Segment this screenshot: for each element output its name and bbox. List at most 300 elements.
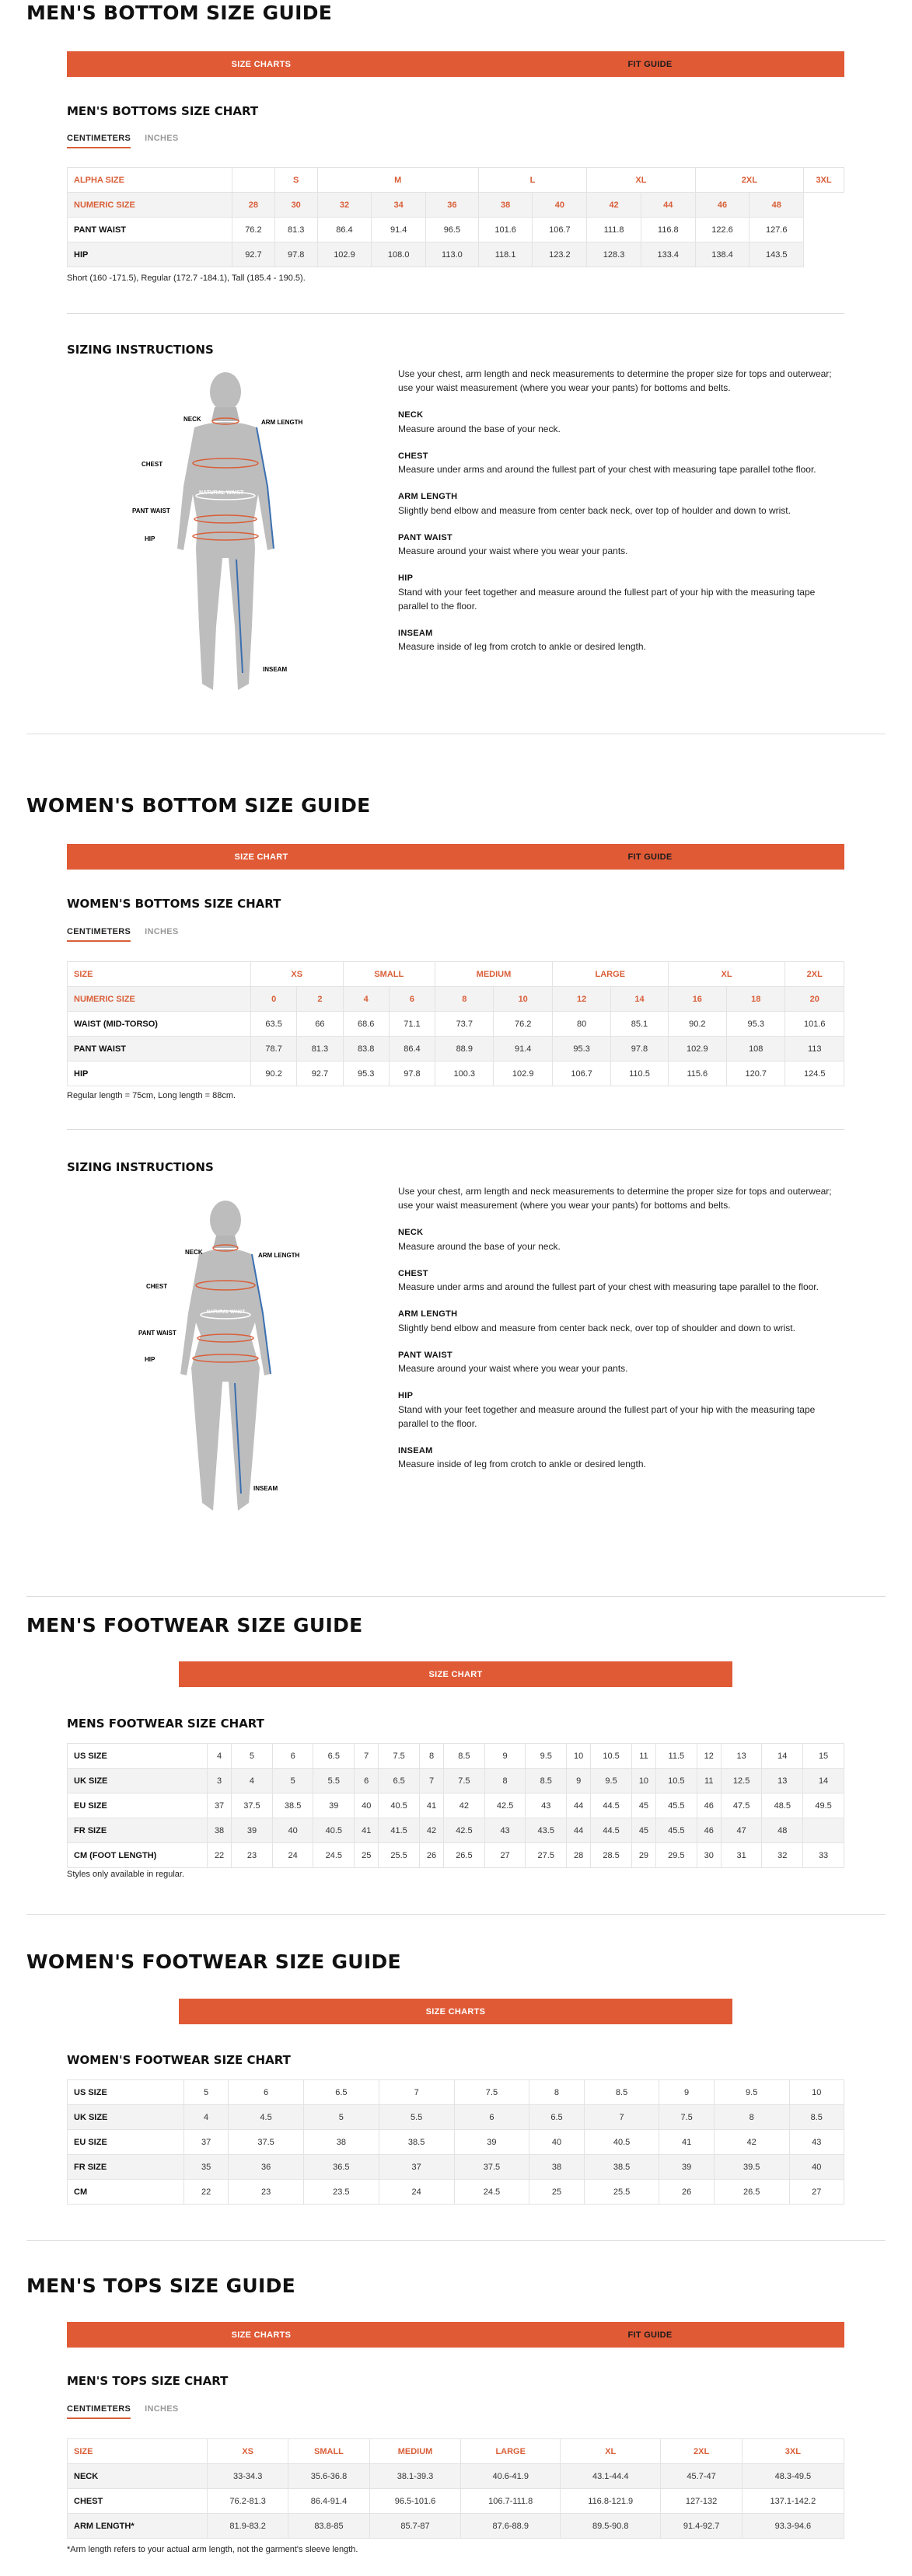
size-col: 3XL — [742, 2439, 844, 2464]
cell: 46 — [697, 1818, 721, 1843]
cell: 7 — [355, 1744, 379, 1769]
numeric-size: 18 — [727, 987, 785, 1012]
numeric-size: 42 — [587, 193, 641, 218]
instr-title: CHEST — [398, 451, 428, 461]
cell: 33-34.3 — [208, 2464, 288, 2489]
womens-footwear-tabbar — [179, 1999, 732, 2024]
cell: 8 — [714, 2105, 789, 2130]
cell: 8 — [529, 2080, 584, 2105]
instr-title: PANT WAIST — [398, 532, 453, 542]
numeric-size-label: NUMERIC SIZE — [68, 987, 251, 1012]
instr-desc: Measure around your waist where you wear your pants. — [398, 1363, 628, 1374]
womens-bottoms-chart-title: WOMEN'S BOTTOMS SIZE CHART — [67, 897, 281, 911]
instr-desc: Slightly bend elbow and measure from center back neck, over top of shoulder and down to wrist. — [398, 1322, 795, 1333]
cell: 10 — [631, 1769, 655, 1793]
cell: 120.7 — [727, 1061, 785, 1086]
numeric-size: 36 — [426, 193, 479, 218]
mens-bottom-note: Short (160 -171.5), Regular (172.7 -184.1), Tall (185.4 - 190.5). — [67, 274, 306, 283]
cell: 127-132 — [661, 2489, 742, 2514]
cell: 26 — [419, 1843, 443, 1868]
cell: 41 — [355, 1818, 379, 1843]
cell: 25 — [529, 2180, 584, 2205]
size-col: LARGE — [461, 2439, 561, 2464]
cell: 41 — [659, 2130, 714, 2155]
tab-fit-guide[interactable]: FIT GUIDE — [456, 844, 844, 870]
cell: 10.5 — [656, 1769, 697, 1793]
cell: 37 — [208, 1793, 232, 1818]
cell: 91.4 — [372, 218, 426, 242]
cell: 91.4-92.7 — [661, 2514, 742, 2539]
cell: 38 — [303, 2130, 379, 2155]
cell: 11 — [697, 1769, 721, 1793]
cell: 22 — [184, 2180, 229, 2205]
label-neck: NECK — [183, 416, 201, 423]
cell: 81.9-83.2 — [208, 2514, 288, 2539]
cell: 4 — [184, 2105, 229, 2130]
size-label: SIZE — [68, 2439, 208, 2464]
cell: 43 — [484, 1818, 526, 1843]
mens-bottom-title: MEN'S BOTTOM SIZE GUIDE — [26, 2, 333, 24]
cell: 106.7-111.8 — [461, 2489, 561, 2514]
instr-desc: Measure under arms and around the fullest part of your chest with measuring tape parallel tothe floor. — [398, 464, 816, 475]
label-natural-waist: NATURAL WAIST — [199, 490, 244, 496]
cell: 9.5 — [591, 1769, 632, 1793]
tab-inches[interactable]: INCHES — [145, 927, 179, 936]
numeric-size: 48 — [750, 193, 804, 218]
cell: 3 — [208, 1769, 232, 1793]
label-arm-length: ARM LENGTH — [261, 419, 303, 426]
tab-inches[interactable]: INCHES — [145, 2404, 179, 2414]
row-label: EU SIZE — [68, 1793, 208, 1818]
cell: 45.5 — [656, 1818, 697, 1843]
cell: 76.2 — [232, 218, 275, 242]
size-col: XS — [251, 962, 344, 987]
cell: 106.7 — [533, 218, 587, 242]
tab-centimeters[interactable]: CENTIMETERS — [67, 2404, 131, 2419]
unit-tabs — [67, 134, 179, 148]
numeric-size: 20 — [785, 987, 844, 1012]
cell: 38 — [208, 1818, 232, 1843]
instructions-intro: Use your chest, arm length and neck measurements to determine the proper size for tops and outerwear; use your waist measurement (where you wear your pants) for bottoms and belts. — [398, 1186, 832, 1211]
instr-title: PANT WAIST — [398, 1350, 453, 1360]
tab-centimeters[interactable]: CENTIMETERS — [67, 927, 131, 942]
womens-footwear-chart-title: WOMEN'S FOOTWEAR SIZE CHART — [67, 2053, 291, 2067]
cell: 23 — [232, 1843, 273, 1868]
cell: 73.7 — [435, 1012, 494, 1037]
cell: 44.5 — [591, 1793, 632, 1818]
cell: 80 — [552, 1012, 610, 1037]
mens-bottom-tabbar — [67, 51, 844, 77]
cell: 27 — [789, 2180, 844, 2205]
figure-head — [210, 372, 241, 411]
cell: 26.5 — [444, 1843, 485, 1868]
size-col: M — [317, 168, 478, 193]
size-col: LARGE — [552, 962, 668, 987]
cell — [803, 1818, 844, 1843]
row-label: PANT WAIST — [68, 218, 232, 242]
cell: 138.4 — [695, 242, 750, 267]
cell: 38.5 — [379, 2130, 454, 2155]
cell: 13 — [762, 1769, 803, 1793]
cell: 15 — [803, 1744, 844, 1769]
cell: 91.4 — [494, 1037, 552, 1061]
size-col: MEDIUM — [435, 962, 553, 987]
cell: 39.5 — [714, 2155, 789, 2180]
cell: 81.3 — [297, 1037, 343, 1061]
cell: 11 — [631, 1744, 655, 1769]
mens-footwear-title: MEN'S FOOTWEAR SIZE GUIDE — [26, 1614, 363, 1637]
mens-tops-chart-title: MEN'S TOPS SIZE CHART — [67, 2374, 229, 2388]
cell: 97.8 — [274, 242, 317, 267]
numeric-size: 34 — [372, 193, 426, 218]
mens-sizing-title: SIZING INSTRUCTIONS — [67, 343, 214, 357]
cell: 5 — [184, 2080, 229, 2105]
cell: 88.9 — [435, 1037, 494, 1061]
cell: 113.0 — [426, 242, 479, 267]
cell: 101.6 — [785, 1012, 844, 1037]
cell: 137.1-142.2 — [742, 2489, 844, 2514]
cell: 108.0 — [372, 242, 426, 267]
label-inseam: INSEAM — [253, 1485, 278, 1492]
cell: 45 — [631, 1793, 655, 1818]
cell: 42 — [444, 1793, 485, 1818]
cell: 9.5 — [526, 1744, 567, 1769]
cell: 9 — [567, 1769, 591, 1793]
divider — [26, 2240, 886, 2241]
figure-body — [177, 422, 274, 690]
cell: 41.5 — [379, 1818, 420, 1843]
instr-desc: Measure inside of leg from crotch to ankle or desired length. — [398, 1459, 646, 1469]
instr-desc: Measure around the base of your neck. — [398, 423, 561, 434]
size-col: XS — [208, 2439, 288, 2464]
mens-footwear-table — [67, 1743, 844, 1868]
cell: 41 — [419, 1793, 443, 1818]
cell: 6.5 — [529, 2105, 584, 2130]
cell: 86.4 — [317, 218, 372, 242]
cell: 89.5-90.8 — [561, 2514, 661, 2539]
row-label: HIP — [68, 242, 232, 267]
mens-bottoms-chart-title: MEN'S BOTTOMS SIZE CHART — [67, 104, 259, 118]
cell: 66 — [297, 1012, 343, 1037]
cell: 95.3 — [552, 1037, 610, 1061]
cell: 8 — [419, 1744, 443, 1769]
cell: 100.3 — [435, 1061, 494, 1086]
cell: 42.5 — [484, 1793, 526, 1818]
cell: 8.5 — [789, 2105, 844, 2130]
cell: 85.1 — [611, 1012, 668, 1037]
cell: 143.5 — [750, 242, 804, 267]
cell: 29 — [631, 1843, 655, 1868]
mens-footwear-note: Styles only available in regular. — [67, 1870, 185, 1879]
cell: 115.6 — [668, 1061, 726, 1086]
cell: 92.7 — [297, 1061, 343, 1086]
cell: 45 — [631, 1818, 655, 1843]
cell: 39 — [232, 1818, 273, 1843]
cell: 6 — [355, 1769, 379, 1793]
numeric-size: 0 — [251, 987, 297, 1012]
cell: 40.5 — [584, 2130, 659, 2155]
cell: 45.7-47 — [661, 2464, 742, 2489]
tab-fit-guide[interactable]: FIT GUIDE — [456, 51, 844, 77]
cell: 128.3 — [587, 242, 641, 267]
unit-tabs — [67, 2404, 179, 2419]
cell: 35.6-36.8 — [288, 2464, 369, 2489]
cell: 9.5 — [714, 2080, 789, 2105]
cell: 47.5 — [721, 1793, 762, 1818]
cell: 28 — [567, 1843, 591, 1868]
size-col: L — [478, 168, 586, 193]
cell: 87.6-88.9 — [461, 2514, 561, 2539]
cell: 5.5 — [379, 2105, 454, 2130]
numeric-size: 10 — [494, 987, 552, 1012]
row-label: NECK — [68, 2464, 208, 2489]
cell: 123.2 — [533, 242, 587, 267]
cell: 113 — [785, 1037, 844, 1061]
tab-inches[interactable]: INCHES — [145, 134, 179, 143]
cell: 93.3-94.6 — [742, 2514, 844, 2539]
cell: 92.7 — [232, 242, 275, 267]
row-label: CM (FOOT LENGTH) — [68, 1843, 208, 1868]
figure-body — [180, 1249, 271, 1511]
cell: 43 — [789, 2130, 844, 2155]
cell: 116.8 — [641, 218, 695, 242]
mens-instructions — [398, 367, 845, 668]
size-col: 2XL — [661, 2439, 742, 2464]
cell: 4 — [208, 1744, 232, 1769]
cell: 12 — [697, 1744, 721, 1769]
cell: 37.5 — [454, 2155, 529, 2180]
cell: 14 — [762, 1744, 803, 1769]
label-pant-waist: PANT WAIST — [138, 1330, 176, 1337]
cell: 8 — [484, 1769, 526, 1793]
cell: 83.8-85 — [288, 2514, 369, 2539]
cell: 10.5 — [591, 1744, 632, 1769]
divider — [67, 1129, 844, 1130]
numeric-size: 28 — [232, 193, 275, 218]
cell: 124.5 — [785, 1061, 844, 1086]
instr-title: INSEAM — [398, 628, 433, 638]
row-label: UK SIZE — [68, 1769, 208, 1793]
instr-title: CHEST — [398, 1268, 428, 1278]
cell: 48.3-49.5 — [742, 2464, 844, 2489]
cell: 42 — [419, 1818, 443, 1843]
cell: 71.1 — [389, 1012, 435, 1037]
cell: 81.3 — [274, 218, 317, 242]
cell: 39 — [659, 2155, 714, 2180]
cell: 111.8 — [587, 218, 641, 242]
label-hip: HIP — [145, 1356, 155, 1363]
label-chest: CHEST — [142, 461, 163, 468]
cell: 133.4 — [641, 242, 695, 267]
mens-bottoms-table — [67, 167, 844, 267]
cell: 5 — [303, 2105, 379, 2130]
womens-footwear-title: WOMEN'S FOOTWEAR SIZE GUIDE — [26, 1950, 401, 1973]
cell: 24 — [379, 2180, 454, 2205]
label-pant-waist: PANT WAIST — [132, 507, 170, 514]
instr-desc: Stand with your feet together and measure around the fullest part of your hip with the measuring tape parallel to the floor. — [398, 1403, 816, 1429]
cell: 37.5 — [232, 1793, 273, 1818]
cell: 42 — [714, 2130, 789, 2155]
numeric-size: 46 — [695, 193, 750, 218]
womens-body-figure — [137, 1198, 316, 1532]
label-chest: CHEST — [146, 1283, 168, 1290]
cell: 48.5 — [762, 1793, 803, 1818]
tab-centimeters[interactable]: CENTIMETERS — [67, 134, 131, 148]
cell: 85.7-87 — [369, 2514, 461, 2539]
divider — [67, 313, 844, 314]
cell: 31 — [721, 1843, 762, 1868]
cell: 102.9 — [317, 242, 372, 267]
womens-instructions — [398, 1184, 845, 1485]
cell: 96.5 — [426, 218, 479, 242]
cell: 7.5 — [659, 2105, 714, 2130]
label-neck: NECK — [185, 1249, 203, 1256]
cell: 4.5 — [229, 2105, 304, 2130]
cell: 108 — [727, 1037, 785, 1061]
numeric-size: 30 — [274, 193, 317, 218]
label-inseam: INSEAM — [263, 666, 288, 673]
cell: 27.5 — [526, 1843, 567, 1868]
cell: 7 — [419, 1769, 443, 1793]
unit-tabs — [67, 927, 179, 942]
cell: 36 — [229, 2155, 304, 2180]
cell: 29.5 — [656, 1843, 697, 1868]
cell: 7 — [584, 2105, 659, 2130]
cell: 40 — [789, 2155, 844, 2180]
womens-bottoms-table — [67, 961, 844, 1086]
cell: 38 — [529, 2155, 584, 2180]
cell: 36.5 — [303, 2155, 379, 2180]
instr-title: HIP — [398, 573, 414, 583]
cell: 9 — [659, 2080, 714, 2105]
cell: 97.8 — [389, 1061, 435, 1086]
cell: 46 — [697, 1793, 721, 1818]
cell: 97.8 — [611, 1037, 668, 1061]
cell: 8.5 — [584, 2080, 659, 2105]
cell: 47 — [721, 1818, 762, 1843]
cell: 44 — [567, 1818, 591, 1843]
row-label: FR SIZE — [68, 1818, 208, 1843]
cell: 25.5 — [379, 1843, 420, 1868]
cell: 30 — [697, 1843, 721, 1868]
tab-size-chart[interactable]: SIZE CHART — [67, 844, 456, 870]
womens-bottom-tabbar — [67, 844, 844, 870]
cell: 22 — [208, 1843, 232, 1868]
numeric-size: 38 — [478, 193, 533, 218]
cell: 122.6 — [695, 218, 750, 242]
row-label: ARM LENGTH* — [68, 2514, 208, 2539]
label-natural-waist: NATURAL WAIST — [207, 1310, 246, 1315]
cell: 7 — [379, 2080, 454, 2105]
cell: 32 — [762, 1843, 803, 1868]
size-col: XL — [561, 2439, 661, 2464]
numeric-size: 16 — [668, 987, 726, 1012]
size-col: S — [274, 168, 317, 193]
cell: 38.5 — [584, 2155, 659, 2180]
cell: 25 — [355, 1843, 379, 1868]
cell: 4 — [232, 1769, 273, 1793]
row-label: UK SIZE — [68, 2105, 184, 2130]
cell: 44 — [567, 1793, 591, 1818]
cell: 40.5 — [379, 1793, 420, 1818]
tab-size-charts[interactable]: SIZE CHARTS — [179, 1999, 732, 2024]
cell: 68.6 — [343, 1012, 389, 1037]
cell: 127.6 — [750, 218, 804, 242]
womens-sizing-title: SIZING INSTRUCTIONS — [67, 1160, 214, 1174]
size-col: SMALL — [343, 962, 435, 987]
cell: 76.2 — [494, 1012, 552, 1037]
cell: 6 — [454, 2105, 529, 2130]
cell: 38.1-39.3 — [369, 2464, 461, 2489]
cell: 6.5 — [313, 1744, 355, 1769]
cell: 14 — [803, 1769, 844, 1793]
row-label: WAIST (MID-TORSO) — [68, 1012, 251, 1037]
cell: 6.5 — [379, 1769, 420, 1793]
cell: 12.5 — [721, 1769, 762, 1793]
cell: 95.3 — [727, 1012, 785, 1037]
cell: 95.3 — [343, 1061, 389, 1086]
cell: 48 — [762, 1818, 803, 1843]
row-label: US SIZE — [68, 2080, 184, 2105]
tab-size-charts[interactable]: SIZE CHARTS — [67, 2322, 456, 2348]
cell: 118.1 — [478, 242, 533, 267]
tab-fit-guide[interactable]: FIT GUIDE — [456, 2322, 844, 2348]
cell: 6 — [229, 2080, 304, 2105]
instr-desc: Measure around your waist where you wear your pants. — [398, 546, 628, 556]
cell: 9 — [484, 1744, 526, 1769]
tab-size-chart[interactable]: SIZE CHART — [179, 1661, 732, 1687]
size-label: SIZE — [68, 962, 251, 987]
instr-title: ARM LENGTH — [398, 492, 458, 501]
cell: 7.5 — [454, 2080, 529, 2105]
mens-footwear-tabbar — [179, 1661, 732, 1687]
cell: 37 — [379, 2155, 454, 2180]
cell: 76.2-81.3 — [208, 2489, 288, 2514]
cell: 27 — [484, 1843, 526, 1868]
cell: 8.5 — [526, 1769, 567, 1793]
cell: 43.1-44.4 — [561, 2464, 661, 2489]
cell: 40 — [272, 1818, 313, 1843]
size-col: 2XL — [785, 962, 844, 987]
numeric-size: 44 — [641, 193, 695, 218]
cell: 43.5 — [526, 1818, 567, 1843]
cell: 35 — [184, 2155, 229, 2180]
cell: 78.7 — [251, 1037, 297, 1061]
size-col: 2XL — [695, 168, 803, 193]
cell: 13 — [721, 1744, 762, 1769]
cell: 110.5 — [611, 1061, 668, 1086]
instr-title: NECK — [398, 410, 424, 420]
size-col: MEDIUM — [369, 2439, 461, 2464]
womens-bottom-title: WOMEN'S BOTTOM SIZE GUIDE — [26, 794, 371, 817]
cell: 24.5 — [454, 2180, 529, 2205]
numeric-size: 8 — [435, 987, 494, 1012]
cell: 10 — [567, 1744, 591, 1769]
tab-size-charts[interactable]: SIZE CHARTS — [67, 51, 456, 77]
mens-body-figure — [132, 370, 316, 712]
cell: 8.5 — [444, 1744, 485, 1769]
cell: 28.5 — [591, 1843, 632, 1868]
figure-head — [210, 1201, 241, 1239]
row-label: PANT WAIST — [68, 1037, 251, 1061]
numeric-size: 2 — [297, 987, 343, 1012]
instr-title: HIP — [398, 1391, 414, 1400]
numeric-size-label: NUMERIC SIZE — [68, 193, 232, 218]
mens-tops-table — [67, 2438, 844, 2539]
mens-tops-title: MEN'S TOPS SIZE GUIDE — [26, 2274, 296, 2297]
cell: 40.6-41.9 — [461, 2464, 561, 2489]
instr-desc: Slightly bend elbow and measure from center back neck, over top of houlder and down to wrist. — [398, 504, 791, 516]
